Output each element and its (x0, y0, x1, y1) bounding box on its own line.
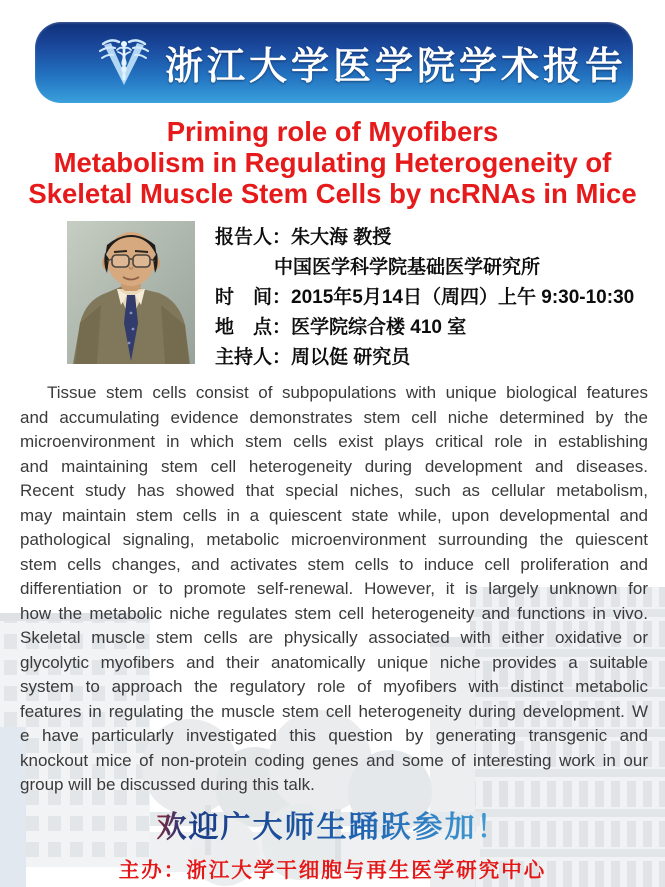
host-name: 周以侹 研究员 (291, 347, 411, 368)
text-line: Skeletal Muscle Stem Cells by ncRNAs in Mice (28, 178, 637, 209)
text-line: how the metabolic niche regulates stem cell heterogeneity and functions in vivo. (20, 603, 648, 623)
venue-line (215, 313, 634, 343)
text-line: Recent study has showed that special niches, such as cellular metabolism, (20, 481, 648, 500)
text-line: Tissue stem cells consist of subpopulations with unique biological features (47, 383, 648, 402)
banner (35, 22, 633, 103)
text-line: Priming role of Myofibers (166, 116, 499, 147)
text-line: and maintaining stem cell heterogeneity during development and diseases. (20, 456, 648, 476)
banner-title: 浙江大学医学院学术报告 (165, 46, 628, 88)
text-line: and accumulating evidence demonstrates stem cell niche determined by the (20, 407, 648, 427)
speaker-name: 朱大海 教授 (291, 227, 392, 248)
abstract-text (20, 381, 648, 798)
welcome-text: 欢迎广大师生踊跃参加！ (156, 810, 509, 844)
speaker-info-section (67, 221, 665, 373)
text-line: Skeletal muscle stem cells are physically associated with either oxidative or (20, 628, 648, 647)
text-line: may maintain stem cells in a quiescent state while, upon developmental and (20, 505, 648, 525)
time-label: 时 间： (215, 287, 292, 308)
text-line: system to approach the regulatory role of myofibers with distinct metabolic (20, 677, 648, 696)
welcome-message (0, 802, 665, 846)
text-line: features in regulating the muscle stem cell heterogeneity during development. W (20, 701, 648, 721)
speaker-line (215, 223, 634, 253)
text-line: e have particularly investigated this question by generating transgenic and (20, 726, 648, 745)
host-label: 主持人： (215, 347, 292, 368)
text-line: microenvironment in which stem cells exist plays critical role in establishing (20, 432, 648, 451)
seminar-details (215, 221, 634, 373)
affiliation-line: 中国医学科学院基础医学研究所 (274, 257, 541, 278)
text-line: stem cells changes, and activates stem cells to induce cell proliferation and (20, 554, 648, 574)
host-line (215, 343, 634, 373)
venue-label: 地 点： (215, 317, 292, 338)
text-line: knockout mice of non-protein coding genes and some of interesting work in our (20, 750, 648, 770)
time-value: 2015年5月14日（周四）上午 9:30-10:30 (291, 287, 635, 308)
text-line: group will be discussed during this talk. (20, 775, 315, 794)
venue-value: 医学院综合楼 410 室 (291, 317, 467, 338)
text-line: differentiation or to promote self-renewal. However, it is largely unknown for (20, 579, 648, 598)
seminar-title (0, 116, 665, 209)
speaker-photo (67, 221, 195, 364)
text-line: Metabolism in Regulating Heterogeneity of (53, 147, 612, 178)
speaker-label: 报告人： (215, 227, 292, 248)
text-line: pathological signaling, metabolic microenvironment surrounding the quiescent (20, 530, 648, 549)
time-line (215, 283, 634, 313)
organizer-line: 主办：浙江大学干细胞与再生医学研究中心 (118, 858, 547, 882)
winged-caduceus-logo-icon (97, 35, 151, 91)
text-line: glycolytic myofibers and their anatomically unique niche provides a suitable (20, 652, 648, 672)
